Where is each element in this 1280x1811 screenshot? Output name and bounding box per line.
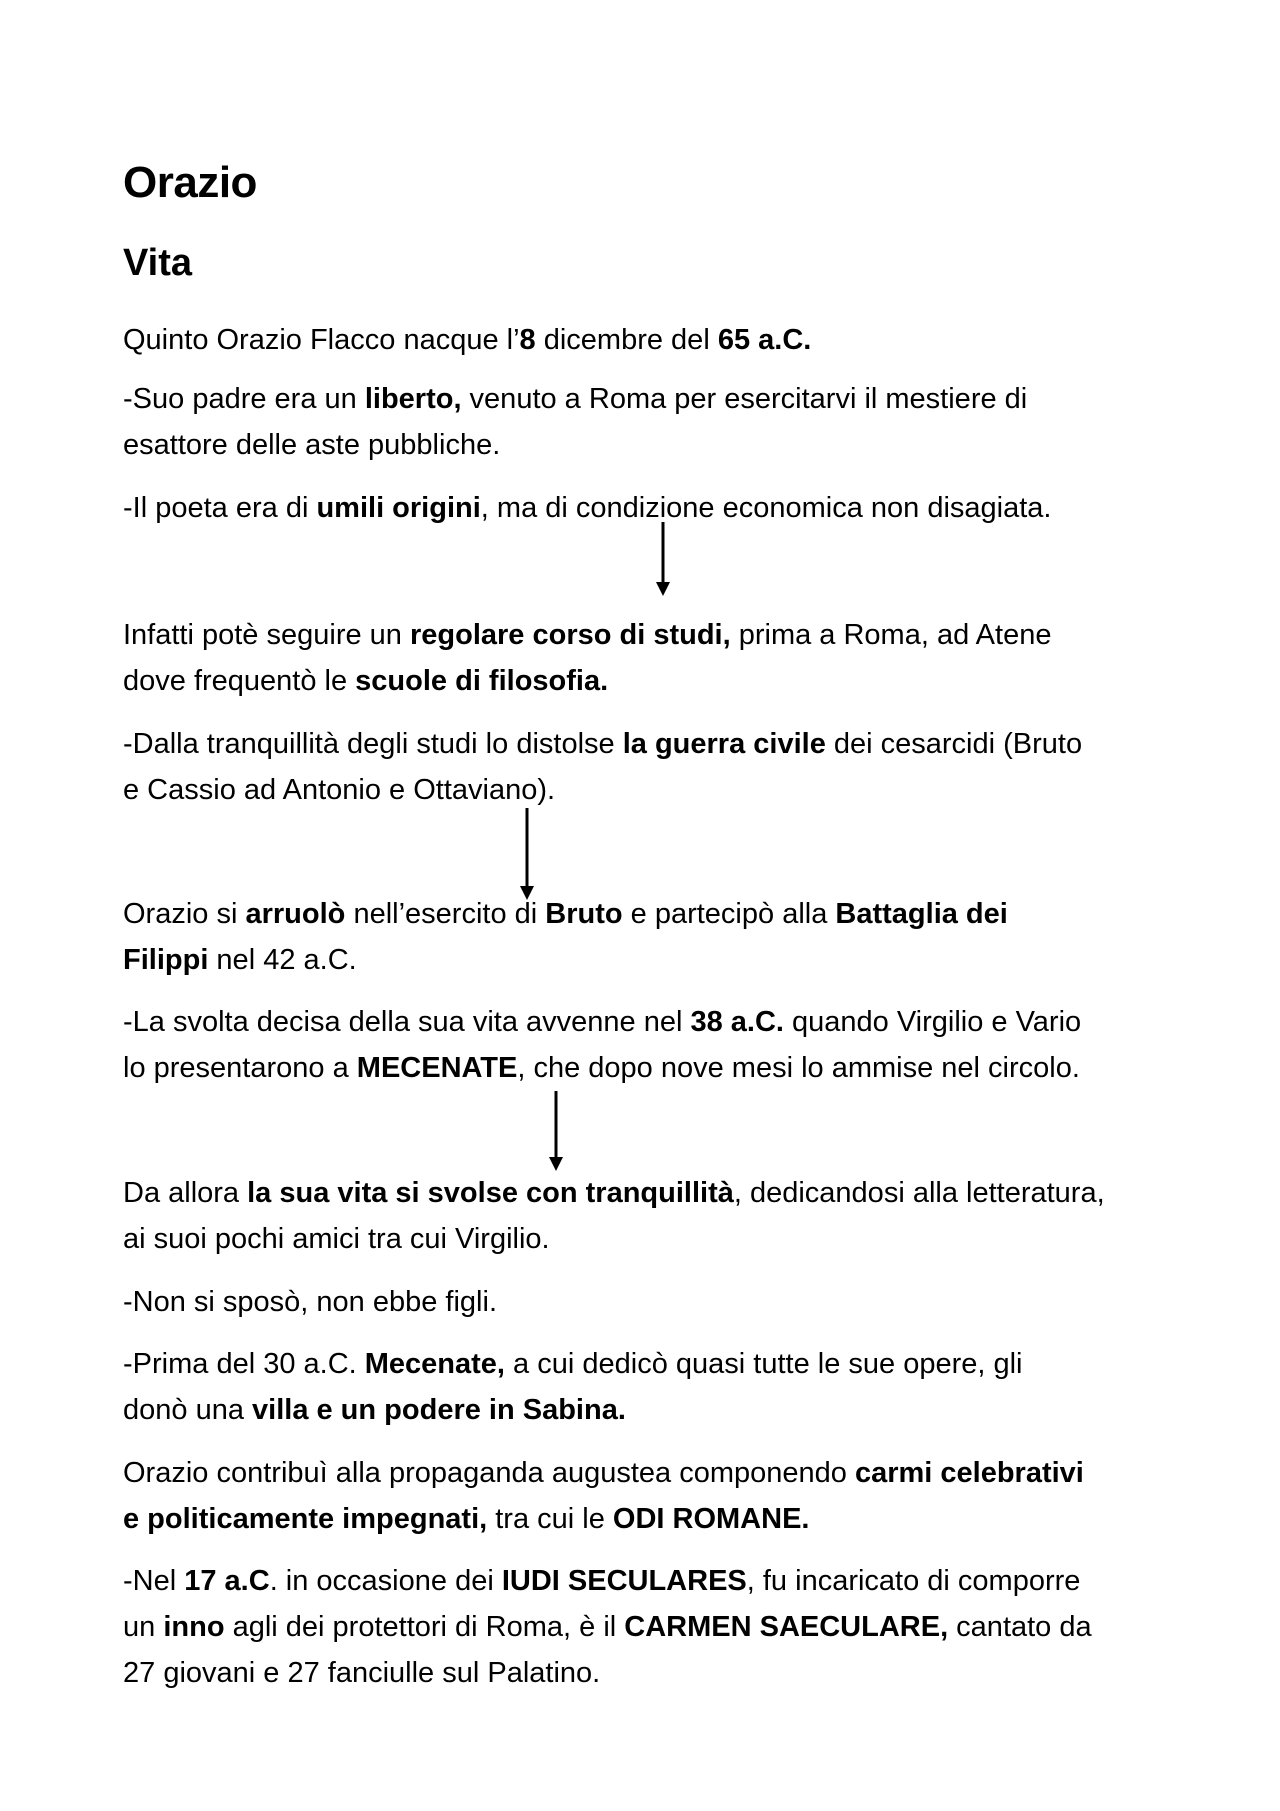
paragraph (123, 721, 1183, 813)
text-run: ai suoi pochi amici tra cui Virgilio. (123, 1223, 550, 1255)
text-line (123, 721, 1183, 767)
text-line (123, 1045, 1183, 1091)
paragraph (123, 1279, 1183, 1325)
bold-text: regolare corso di studi, (409, 619, 731, 651)
bold-text: e politicamente impegnati, (123, 1503, 488, 1535)
down-arrow-icon (653, 522, 673, 598)
text-line (123, 1650, 1183, 1696)
text-run: e partecipò alla (622, 898, 836, 930)
text-run: 27 giovani e 27 fanciulle sul Palatino. (123, 1657, 601, 1689)
text-run: -La svolta decisa della sua vita avvenne nel (123, 1006, 691, 1038)
text-run: lo presentarono a (123, 1052, 357, 1084)
text-run: agli dei protettori di Roma, è il (224, 1611, 625, 1643)
text-run: e Cassio ad Antonio e Ottaviano). (123, 774, 556, 806)
text-run: quando Virgilio e Vario (783, 1006, 1082, 1038)
text-run: . in occasione dei (269, 1565, 502, 1597)
text-line (123, 422, 1183, 468)
bold-text: 8 (519, 324, 536, 356)
bold-text: Battaglia dei (835, 898, 1008, 930)
text-line (123, 1604, 1183, 1650)
text-run: Orazio contribuì alla propaganda augustea componendo (123, 1457, 855, 1489)
bold-text: villa e un podere in Sabina. (252, 1394, 626, 1426)
text-run: nel 42 a.C. (208, 944, 357, 976)
text-line (123, 767, 1183, 813)
text-run: esattore delle aste pubbliche. (123, 429, 501, 461)
bold-text: inno (163, 1611, 225, 1643)
bold-text: Filippi (123, 944, 209, 976)
bold-text: carmi celebrativi (854, 1457, 1084, 1489)
text-run: tra cui le (487, 1503, 613, 1535)
text-line (123, 1216, 1183, 1262)
bold-text: Bruto (545, 898, 623, 930)
bold-text: la guerra civile (622, 728, 826, 760)
text-run: dove frequentò le (123, 665, 356, 697)
paragraph (123, 999, 1183, 1091)
text-line (123, 658, 1183, 704)
text-run: un (123, 1611, 164, 1643)
text-run: , ma di condizione economica non disagiata. (480, 492, 1052, 524)
text-run: , che dopo nove mesi lo ammise nel circolo. (517, 1052, 1080, 1084)
bold-text: IUDI SECULARES (501, 1565, 747, 1597)
text-line (123, 1450, 1183, 1496)
text-run: a cui dedicò quasi tutte le sue opere, gli (505, 1348, 1023, 1380)
bold-text: umili origini (316, 492, 481, 524)
text-line (123, 1558, 1183, 1604)
text-line (123, 1496, 1183, 1542)
down-arrow-icon (546, 1091, 566, 1173)
text-line (123, 999, 1183, 1045)
paragraph (123, 1341, 1183, 1433)
text-line (123, 1387, 1183, 1433)
text-run: cantato da (948, 1611, 1092, 1643)
text-run: -Nel (123, 1565, 185, 1597)
section-heading: Vita (123, 242, 193, 284)
text-run: -Dalla tranquillità degli studi lo distolse (123, 728, 623, 760)
text-run: prima a Roma, ad Atene (730, 619, 1052, 651)
text-line (123, 317, 1183, 363)
bold-text: liberto, (364, 383, 462, 415)
text-run: , dedicandosi alla letteratura, (733, 1177, 1105, 1209)
text-run: -Il poeta era di (123, 492, 317, 524)
bold-text: MECENATE (356, 1052, 518, 1084)
document-title: Orazio (123, 158, 257, 207)
text-line (123, 612, 1183, 658)
text-run: , fu incaricato di comporre (746, 1565, 1081, 1597)
text-run: donò una (123, 1394, 253, 1426)
text-line (123, 376, 1183, 422)
paragraph (123, 376, 1183, 468)
down-arrow-icon (517, 808, 537, 902)
bold-text: CARMEN SAECULARE, (624, 1611, 949, 1643)
text-line (123, 937, 1183, 983)
paragraph (123, 1450, 1183, 1542)
text-run: dicembre del (535, 324, 718, 356)
text-run: -Suo padre era un (123, 383, 365, 415)
text-run: Orazio si (123, 898, 246, 930)
bold-text: scuole di filosofia. (355, 665, 609, 697)
text-line (123, 1341, 1183, 1387)
paragraph (123, 317, 1183, 363)
bold-text: 38 a.C. (690, 1006, 784, 1038)
text-run: Da allora (123, 1177, 248, 1209)
text-run: Quinto Orazio Flacco nacque l’ (123, 324, 520, 356)
bold-text: la sua vita si svolse con tranquillità (247, 1177, 734, 1209)
bold-text: arruolò (245, 898, 346, 930)
paragraph (123, 612, 1183, 704)
text-run: -Prima del 30 a.C. (123, 1348, 365, 1380)
text-run: venuto a Roma per esercitarvi il mestiere di (461, 383, 1028, 415)
paragraph (123, 891, 1183, 983)
text-line (123, 1170, 1183, 1216)
text-run: Infatti potè seguire un (123, 619, 410, 651)
text-run: nell’esercito di (345, 898, 546, 930)
bold-text: Mecenate, (364, 1348, 505, 1380)
text-line (123, 1279, 1183, 1325)
bold-text: ODI ROMANE. (612, 1503, 810, 1535)
paragraph (123, 1170, 1183, 1262)
text-run: dei cesarcidi (Bruto (825, 728, 1083, 760)
text-line (123, 891, 1183, 937)
paragraph (123, 1558, 1183, 1696)
text-run: -Non si sposò, non ebbe figli. (123, 1286, 497, 1318)
bold-text: 17 a.C (184, 1565, 270, 1597)
bold-text: 65 a.C. (717, 324, 812, 356)
